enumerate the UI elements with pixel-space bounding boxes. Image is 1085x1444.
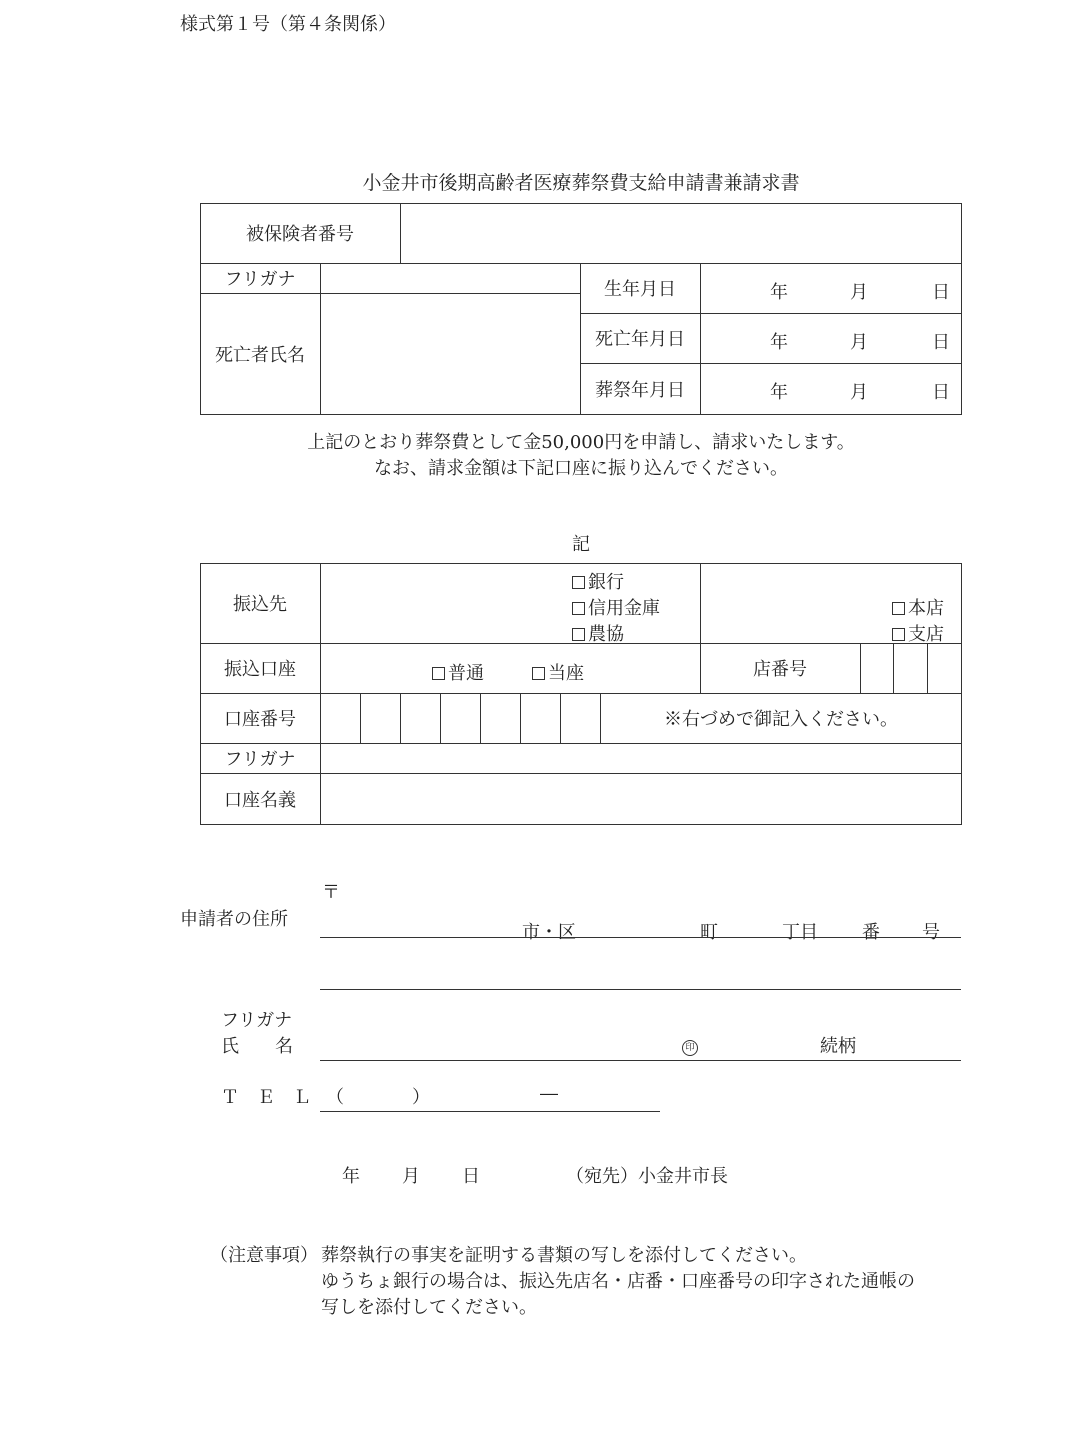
address-line-1[interactable] xyxy=(320,937,961,938)
statement-line-2: なお、請求金額は下記口座に振り込んでください。 xyxy=(374,458,788,479)
furigana-label: フリガナ xyxy=(224,269,296,290)
agri-coop-checkbox[interactable]: 農協 xyxy=(572,620,624,646)
deceased-name-field[interactable] xyxy=(321,294,579,413)
form-title: 小金井市後期高齢者医療葬祭費支給申請書兼請求書 xyxy=(362,172,800,194)
death-date-label: 死亡年月日 xyxy=(595,329,685,350)
birth-date-label: 生年月日 xyxy=(604,279,676,300)
funeral-date-label: 葬祭年月日 xyxy=(595,379,685,401)
notes-line-2: ゆうちょ銀行の場合は、振込先店名・店番・口座番号の印字された通帳の xyxy=(321,1271,915,1292)
bank-checkbox[interactable]: 銀行 xyxy=(572,568,624,594)
applicant-furigana-label: フリガナ xyxy=(221,1010,293,1031)
ki-heading: 記 xyxy=(572,534,590,555)
furigana-field[interactable] xyxy=(321,264,579,292)
main-branch-checkbox[interactable]: 本店 xyxy=(892,594,944,620)
branch-checkbox[interactable]: 支店 xyxy=(892,620,944,646)
ordinary-checkbox[interactable]: 普通 xyxy=(432,659,484,685)
account-name-label: 口座名義 xyxy=(224,789,296,811)
address-line-2[interactable] xyxy=(320,989,961,990)
insured-number-label: 被保険者番号 xyxy=(246,224,354,245)
date-month: 月 xyxy=(402,1166,420,1187)
seal-mark: 印 xyxy=(682,1034,698,1056)
current-checkbox[interactable]: 当座 xyxy=(532,659,584,685)
applicant-name-line[interactable] xyxy=(320,1060,961,1061)
date-year: 年 xyxy=(342,1166,360,1187)
transfer-to-label: 振込先 xyxy=(233,594,287,615)
tel-line[interactable] xyxy=(320,1111,660,1112)
deceased-name-label: 死亡者氏名 xyxy=(215,344,305,366)
notes-line-3: 写しを添付してください。 xyxy=(321,1297,537,1318)
applicant-address-label: 申請者の住所 xyxy=(180,909,288,930)
applicant-name-label: 氏 名 xyxy=(221,1036,293,1057)
branch-number-label: 店番号 xyxy=(753,659,807,680)
postal-mark: 〒 xyxy=(322,882,340,903)
form-number: 様式第１号（第４条関係） xyxy=(180,14,396,35)
notes-label: （注意事項） xyxy=(210,1245,318,1266)
account-number-label: 口座番号 xyxy=(224,709,296,730)
addressee: （宛先）小金井市長 xyxy=(566,1166,728,1187)
tel-label: Ｔ Ｅ Ｌ xyxy=(221,1087,311,1108)
date-day: 日 xyxy=(462,1166,480,1187)
credit-union-checkbox[interactable]: 信用金庫 xyxy=(572,594,660,620)
insured-number-field[interactable] xyxy=(401,204,961,262)
account-type-label: 振込口座 xyxy=(224,659,296,680)
relationship-label: 続柄 xyxy=(820,1036,856,1057)
account-furigana-label: フリガナ xyxy=(224,749,296,770)
statement-line-1: 上記のとおり葬祭費として金50,000円を申請し、請求いたします。 xyxy=(307,432,855,453)
notes-line-1: 葬祭執行の事実を証明する書類の写しを添付してください。 xyxy=(321,1245,807,1266)
right-align-note: ※右づめで御記入ください。 xyxy=(664,709,898,730)
